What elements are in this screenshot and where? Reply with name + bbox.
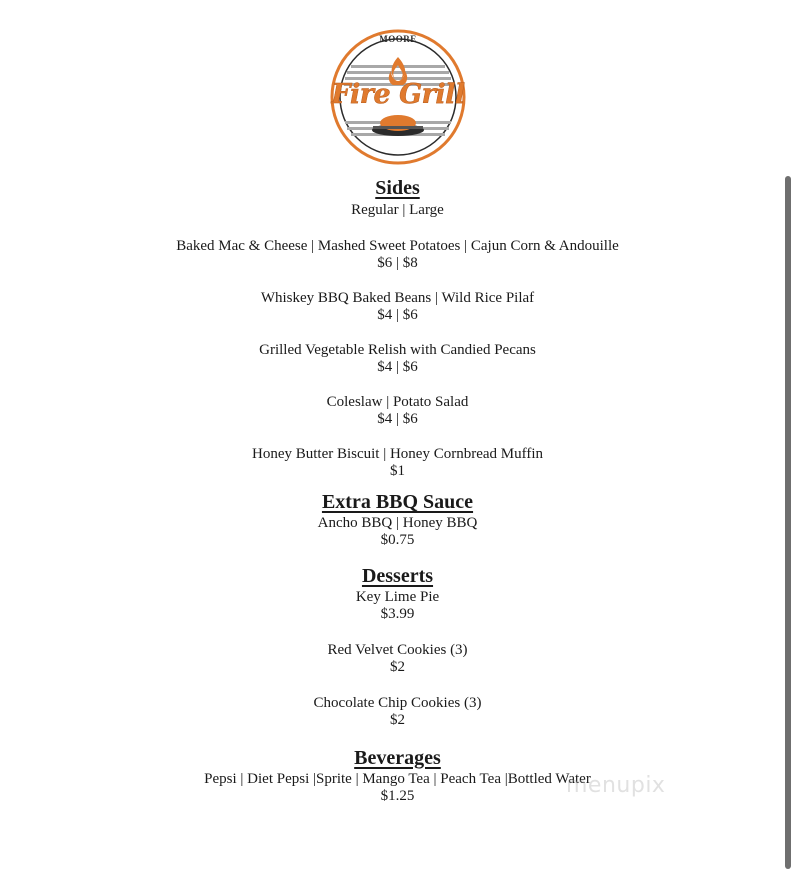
sides-item-name: Coleslaw | Potato Salad <box>326 394 469 410</box>
beverages-price: $1.25 <box>380 788 415 804</box>
sides-item-name: Grilled Vegetable Relish with Candied Pecans <box>259 342 536 358</box>
dessert-item-price: $3.99 <box>380 606 415 622</box>
beverages-title: Beverages <box>354 747 441 769</box>
menupix-watermark: menupix <box>566 773 666 798</box>
dessert-item-price: $2 <box>390 712 405 728</box>
sides-sizes: Regular | Large <box>351 202 444 218</box>
desserts-title: Desserts <box>361 565 434 587</box>
sides-item-name: Whiskey BBQ Baked Beans | Wild Rice Pilaf <box>260 290 535 306</box>
sides-title: Sides <box>375 177 420 199</box>
logo-main-text: Fire Grill <box>331 79 465 110</box>
logo-top-text: MOORE <box>379 34 417 44</box>
vertical-scrollbar[interactable] <box>785 176 791 869</box>
sides-item-name: Honey Butter Biscuit | Honey Cornbread Muffin <box>251 446 543 462</box>
extra-bbq-price: $0.75 <box>380 532 415 548</box>
dessert-item-price: $2 <box>390 659 405 675</box>
extra-bbq-title: Extra BBQ Sauce <box>321 491 474 513</box>
sides-item-price: $6 | $8 <box>377 255 418 271</box>
sides-item-price: $4 | $6 <box>377 359 418 375</box>
dessert-item-name: Chocolate Chip Cookies (3) <box>313 695 482 711</box>
menu-content <box>0 176 793 805</box>
sides-item-name: Baked Mac & Cheese | Mashed Sweet Potatoes | Cajun Corn & Andouille <box>176 238 619 254</box>
sides-item-price: $4 | $6 <box>377 307 418 323</box>
sides-item-price: $1 <box>390 463 405 479</box>
extra-bbq-name: Ancho BBQ | Honey BBQ <box>317 515 478 531</box>
beverages-name: Pepsi | Diet Pepsi |Sprite | Mango Tea | Peach Tea |Bottled Water <box>204 771 591 787</box>
sides-item-price: $4 | $6 <box>377 411 418 427</box>
dessert-item-name: Key Lime Pie <box>355 589 440 605</box>
dessert-item-name: Red Velvet Cookies (3) <box>327 642 468 658</box>
